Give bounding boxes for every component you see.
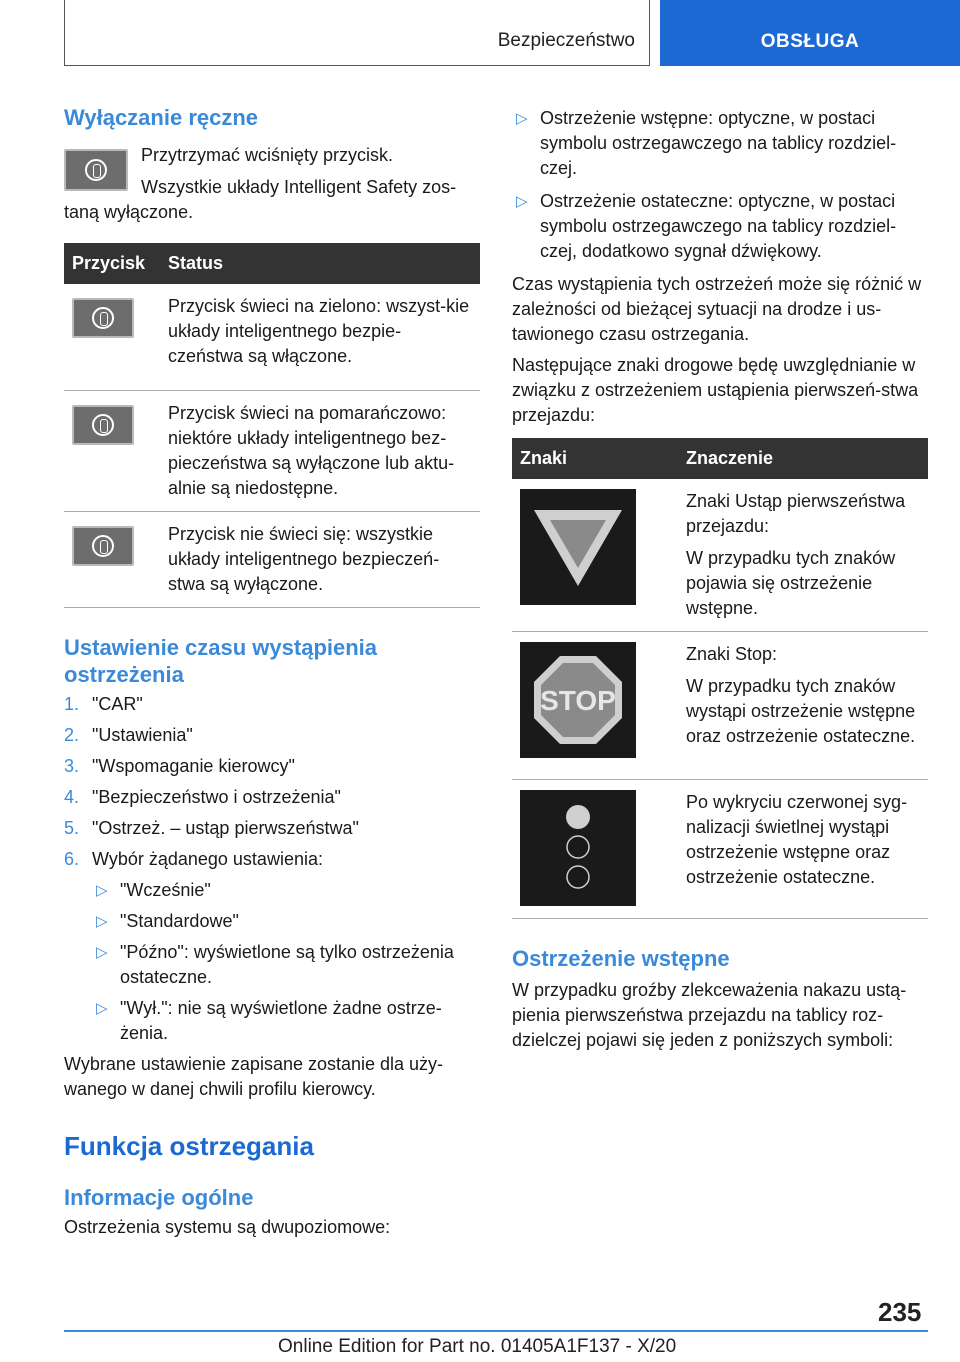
saved-note: Wybrane ustawienie zapisane zostanie dla uży-wanego w danej chwili profilu kierowcy.: [64, 1053, 444, 1099]
col-header-meaning: Znaczenie: [678, 438, 928, 479]
yield-sign-icon: [520, 489, 636, 605]
list-item: 6. Wybór żądanego ustawienia: ▷ "Wcześnie" ▷ "Standardowe" ▷ "Późno": wyświetlone są tylko ostrzeżenia ostateczne. ▷ "Wył.": nie są wyświetlone żadne ostrze-żenia.: [64, 847, 480, 1046]
sign-meaning: Po wykryciu czerwonej syg-nalizacji świetlnej wystąpi ostrzeżenie wstępne oraz ostrzeżenie ostateczne.: [686, 792, 908, 887]
table-row: [512, 479, 928, 632]
col-header-signs: Znaki: [512, 438, 678, 479]
safety-button-orange-icon: [72, 405, 134, 445]
sign-meaning: Znaki Ustąp pierwszeństwa przejazdu:: [686, 491, 906, 536]
list-item: 3. "Wspomaganie kierowcy": [64, 755, 295, 776]
stop-sign-icon: [520, 642, 636, 758]
safety-button-off-icon: [72, 526, 134, 566]
col-header-status: Status: [160, 243, 480, 284]
triangle-bullet-icon: ▷: [516, 110, 528, 127]
prewarn-title: Ostrzeżenie wstępne: [512, 946, 730, 971]
table-row: [512, 632, 928, 780]
footer-divider: [64, 1330, 928, 1332]
manual-step: Przytrzymać wciśnięty przycisk.: [141, 145, 394, 165]
right-column: [512, 100, 928, 1053]
sign-meaning: W przypadku tych znaków pojawia się ostrzeżenie wstępne.: [686, 548, 896, 618]
signs-paragraph: Następujące znaki drogowe będę uwzględnianie w związku z ostrzeżeniem ustąpienia pierwszeń-stwa przejazdu:: [512, 355, 919, 425]
steps-list: [64, 692, 480, 1046]
edition-text: Online Edition for Part no. 01405A1F137 - X/20: [278, 1336, 677, 1357]
triangle-bullet-icon: ▷: [516, 193, 528, 210]
col-header-button: Przycisk: [64, 243, 160, 284]
table-row: [64, 511, 480, 607]
safety-button-green-icon: [72, 298, 134, 338]
triangle-bullet-icon: ▷: [96, 912, 108, 930]
list-item: ▷ "Wył.": nie są wyświetlone żadne ostrze-żenia.: [96, 997, 442, 1043]
status-table-header: [64, 243, 480, 284]
options-list: [92, 878, 480, 1046]
sign-meaning: W przypadku tych znaków wystąpi ostrzeżenie wstępne oraz ostrzeżenie ostateczne.: [686, 676, 916, 746]
timing-paragraph: Czas wystąpienia tych ostrzeżeń może się różnić w zależności od bieżącej sytuacji na drodze i us-tawionego czasu ostrzegania.: [512, 274, 922, 344]
traffic-light-icon: [520, 790, 636, 906]
list-item: 5. "Ostrzeż. – ustąp pierwszeństwa": [64, 817, 359, 838]
list-item: ▷ "Późno": wyświetlone są tylko ostrzeżenia ostateczne.: [96, 941, 454, 987]
prewarn-text: W przypadku groźby zlekceważenia nakazu ustą-pienia pierwszeństwa przejazdu na tablicy roz-dzielczej pojawi się jeden z poniższych symboli:: [512, 980, 907, 1050]
table-row: [64, 390, 480, 511]
signs-table: [512, 438, 928, 919]
svg-text:STOP: STOP: [540, 685, 616, 716]
status-text: Przycisk świeci na zielono: wszyst-kie układy inteligentnego bezpie-czeństwa są włączone.: [160, 284, 480, 390]
manual-result: Wszystkie układy Intelligent Safety zos-taną wyłączone.: [64, 177, 457, 222]
list-item: ▷ Ostrzeżenie ostateczne: optyczne, w postaci symbolu ostrzegawczego na tablicy rozdziel-czej, dodatkowo sygnał dźwiękowy.: [516, 191, 897, 261]
list-item: 1. "CAR": [64, 693, 143, 714]
sign-meaning: Znaki Stop:: [686, 644, 778, 664]
warning-levels-list: [512, 106, 928, 264]
list-item: ▷ "Wcześnie": [92, 878, 480, 903]
manual-block: [64, 143, 480, 225]
status-text: Przycisk nie świeci się: wszystkie układy inteligentnego bezpieczeń-stwa są wyłączone.: [160, 511, 480, 607]
signs-table-header: [512, 438, 928, 479]
general-title: Informacje ogólne: [64, 1184, 254, 1210]
function-title: Funkcja ostrzegania: [64, 1130, 314, 1161]
left-column: [64, 100, 480, 1240]
general-text: Ostrzeżenia systemu są dwupoziomowe:: [64, 1216, 391, 1237]
section-title: Bezpieczeństwo: [497, 30, 635, 51]
table-row: [512, 780, 928, 919]
status-table: [64, 243, 480, 608]
list-item: 4. "Bezpieczeństwo i ostrzeżenia": [64, 786, 341, 807]
table-row: [64, 284, 480, 390]
triangle-bullet-icon: ▷: [96, 881, 108, 899]
safety-button-icon: [64, 149, 128, 191]
list-item: ▷ Ostrzeżenie wstępne: optyczne, w postaci symbolu ostrzegawczego na tablicy rozdziel-czej.: [516, 108, 897, 178]
list-item: 2. "Ustawienia": [64, 724, 193, 745]
list-item: ▷ "Standardowe": [92, 909, 480, 934]
manual-title: Wyłączanie ręczne: [64, 105, 259, 130]
chapter-tab[interactable]: OBSŁUGA: [660, 0, 960, 66]
status-text: Przycisk świeci na pomarańczowo: niektóre układy inteligentnego bez-pieczeństwa są wyłączone lub aktu-alnie są niedostępne.: [160, 390, 480, 511]
triangle-bullet-icon: ▷: [96, 999, 108, 1017]
page-number: 235: [878, 1297, 922, 1327]
triangle-bullet-icon: ▷: [96, 943, 108, 961]
header-frame: [64, 0, 650, 66]
timing-title: Ustawienie czasu wystąpienia ostrzeżenia: [64, 634, 378, 687]
